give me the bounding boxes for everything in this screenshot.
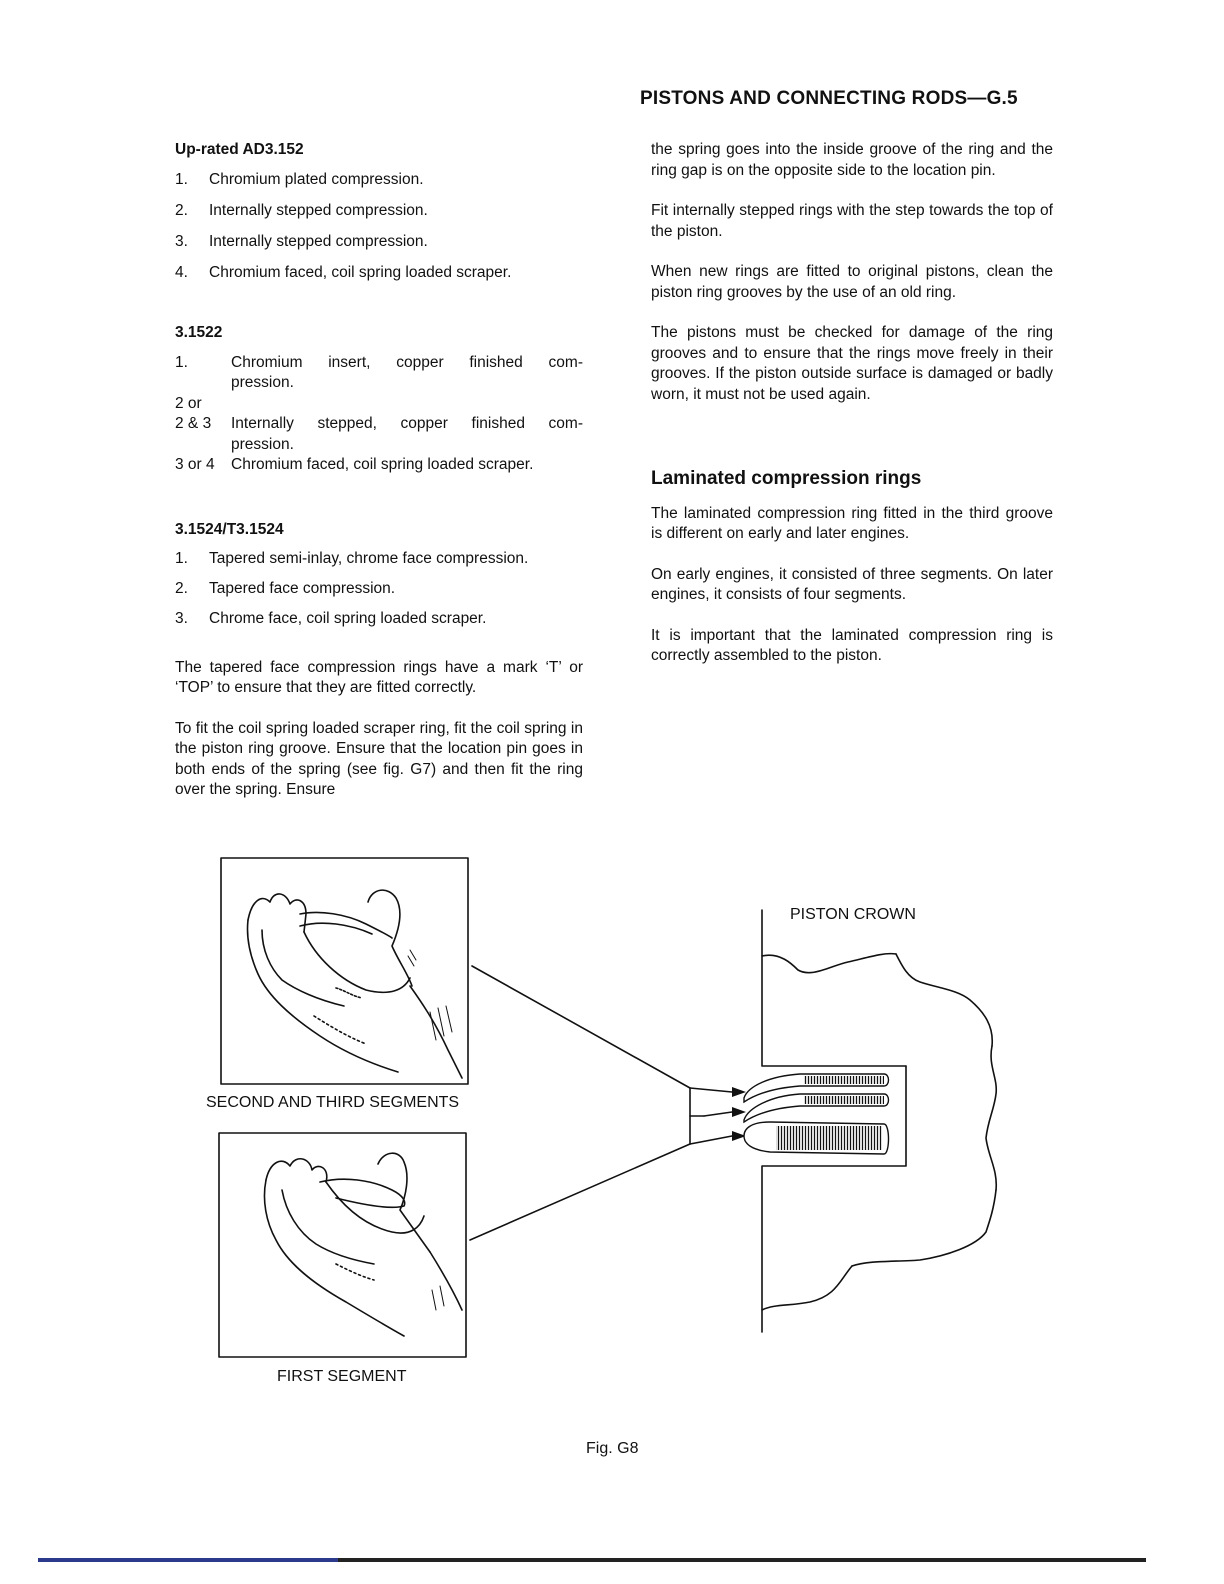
figure-caption: Fig. G8 [586, 1440, 639, 1457]
or-label: 2 or [175, 394, 202, 412]
laminated-heading: Laminated compression rings [651, 468, 922, 489]
list-item: 1. Chromium plated compression. [175, 170, 424, 188]
label-piston-crown: PISTON CROWN [790, 906, 916, 923]
ring-segment-middle [744, 1094, 889, 1122]
ring-segment-lower [744, 1122, 889, 1154]
hand-top-icon [247, 890, 462, 1078]
list-item: 3. Chrome face, coil spring loaded scraper. [175, 610, 487, 627]
paragraph: It is important that the laminated compression ring is correctly assembled to the piston. [651, 626, 1053, 664]
bottom-hand-frame [219, 1133, 466, 1357]
s31522-heading: 3.1522 [175, 324, 223, 341]
s31524-list [175, 549, 583, 630]
piston-outline [762, 910, 996, 1332]
hand-bottom-icon [264, 1153, 462, 1336]
section-31524 [175, 520, 583, 630]
label-first-segment: FIRST SEGMENT [277, 1368, 407, 1385]
list-item: 3. Internally stepped compression. [175, 232, 428, 250]
paragraph: the spring goes into the inside groove of the ring and the ring gap is on the opposite side to the location pin. [651, 141, 1053, 179]
leader-line-bottom [470, 1144, 690, 1240]
leader-line-top [472, 966, 690, 1088]
right-column [651, 140, 1053, 680]
figure-g8-illustration [0, 840, 1224, 1400]
s31524-heading: 3.1524/T3.1524 [175, 520, 284, 538]
label-second-third-segments: SECOND AND THIRD SEGMENTS [206, 1094, 460, 1111]
paragraph: The laminated compression ring fitted in the third groove is different on early and later engines. [651, 504, 1053, 542]
ring-segments [744, 1074, 889, 1154]
paragraph: The tapered face compression rings have a mark ‘T’ or ‘TOP’ to ensure that they are fitted correctly. [175, 658, 583, 696]
uprated-list [175, 170, 583, 284]
section-uprated [175, 140, 583, 283]
bottom-rule-accent [38, 1558, 338, 1562]
list-item: 3 or 4 Chromium faced, coil spring loaded scraper. [175, 456, 534, 473]
paragraph: When new rings are fitted to original pistons, clean the piston ring grooves by the use of an old ring. [651, 263, 1053, 301]
paragraph: To fit the coil spring loaded scraper ring, fit the coil spring in the piston ring groove. Ensure that the location pin goes in both ends of the spring (see fig. G7) and then fit the ring over the spring. Ensure [175, 719, 583, 798]
uprated-heading: Up-rated AD3.152 [175, 141, 304, 158]
list-item: 4. Chromium faced, coil spring loaded scraper. [175, 263, 512, 281]
list-item: 1. Tapered semi-inlay, chrome face compression. [175, 550, 529, 567]
paragraph: Fit internally stepped rings with the step towards the top of the piston. [651, 202, 1053, 240]
paragraph: On early engines, it consisted of three segments. On later engines, it consists of four segments. [651, 565, 1053, 603]
page-header: PISTONS AND CONNECTING RODS—G.5 [640, 88, 1018, 109]
list-item: 2. Internally stepped compression. [175, 201, 428, 219]
s31522-list: 1. Chromium insert, copper finished com- pression. 2 or 2 & 3 Internally stepped, copper finished com- pression. 3 or 4 Chromium faced, coil spring loaded scraper. [175, 353, 583, 476]
list-item: 2. Tapered face compression. [175, 580, 396, 597]
paragraph: The pistons must be checked for damage of the ring grooves and to ensure that the rings move freely in their grooves. If the piston outside surface is damaged or badly worn, it must not be used again. [651, 324, 1053, 403]
section-31522 [175, 323, 583, 476]
list-item: 2 & 3 Internally stepped, copper finished com- [175, 415, 583, 432]
left-column [175, 140, 583, 814]
list-item: 1. Chromium insert, copper finished com- [175, 353, 583, 371]
bracket [690, 1088, 704, 1116]
